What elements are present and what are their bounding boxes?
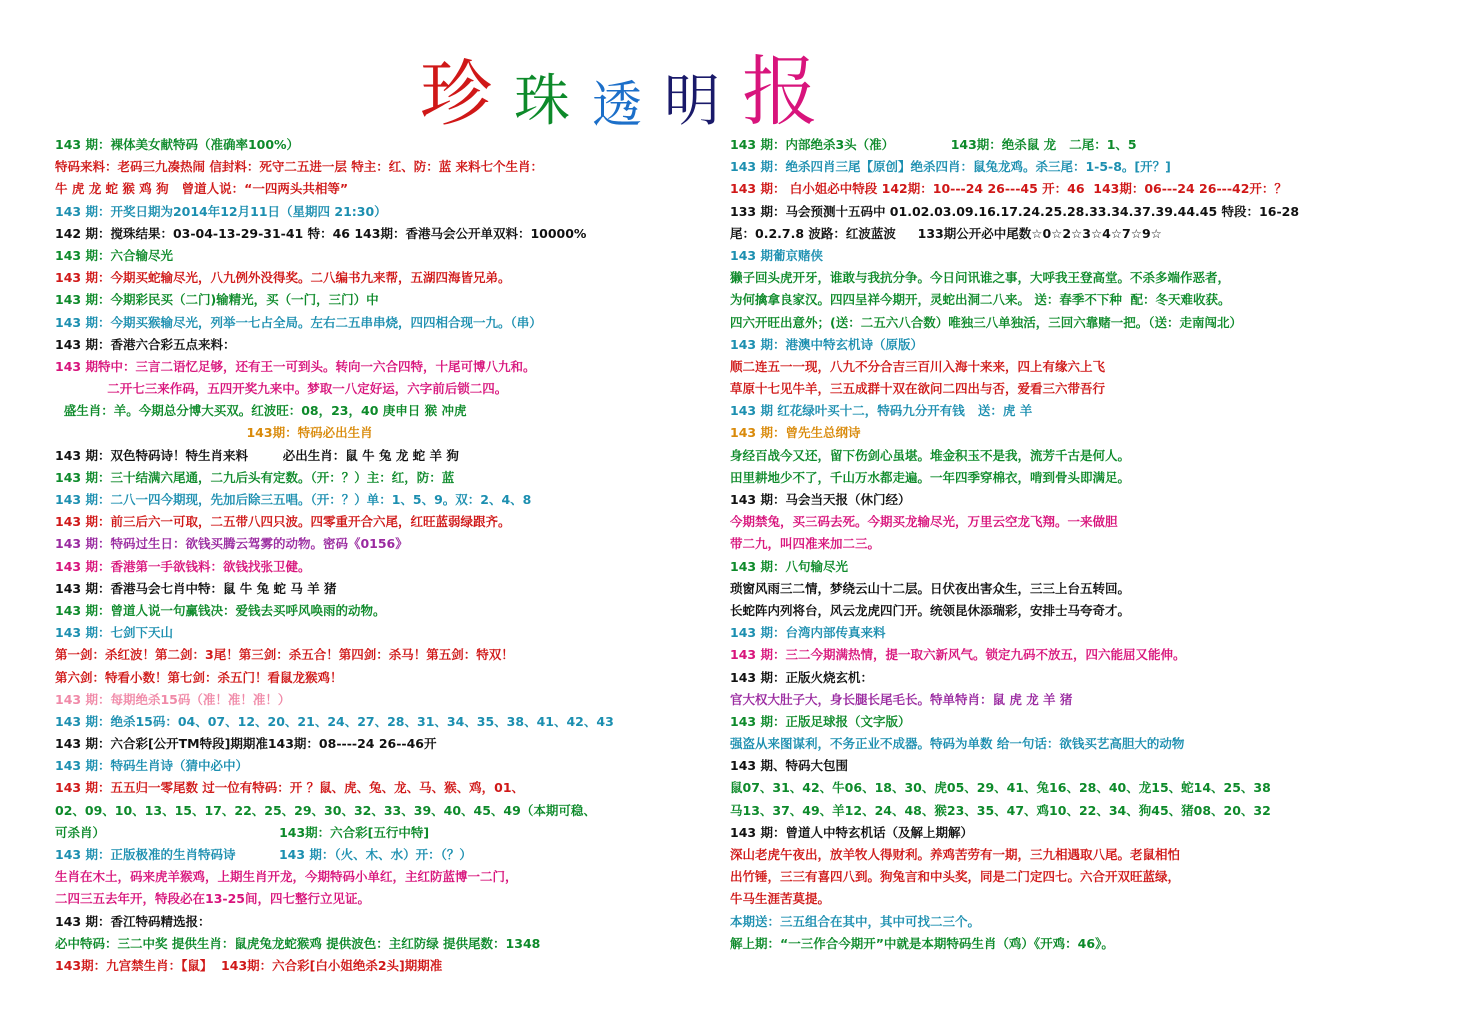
text-line: 143 期：双色特码诗！特生肖来料 必出生肖：鼠 牛 兔 龙 蛇 羊 狗 <box>55 447 459 463</box>
text-line: 二四三五去年开，特段必在13-25间，四七整行立见证。 <box>55 891 370 907</box>
text-line: 143 期：前三后六一可取，二五带八四只波。四零重开合六尾，红旺蓝弱绿跟齐。 <box>55 514 511 530</box>
text-line: 143 期：二八一四今期现，先加后除三五唱。（开：？）单：1、5、9。双：2、4、8 <box>55 492 532 507</box>
text-line: 本期送：三五组合在其中，其中可找二三个。 <box>730 913 981 929</box>
text-line: 官大权大肚子大，身长腿长尾毛长。特单特肖：鼠 虎 龙 羊 猪 <box>730 691 1073 707</box>
text-line: 143 期：内部绝杀3头（准） 143期：绝杀鼠 龙 二尾：1、5 <box>730 137 1137 152</box>
text-line: 带二九，叫四准来加二三。 <box>730 536 881 552</box>
text-line: 143 期：香港第一手欲钱料：欲钱找张卫健。 <box>55 558 311 574</box>
text-line: 长蛇阵内列将台，风云龙虎四门开。统领昆休添瑞彩，安排士马夸奇才。 <box>730 602 1131 618</box>
text-line: 尾：0.2.7.8 波路：红波蓝波 133期公开必中尾数☆0☆2☆3☆4☆7☆9☆ <box>730 225 1162 241</box>
text-line: 为何擒拿良家汉。四四呈祥今期开，灵蛇出洞二八来。 送：春季不下种 配：冬天难收获。 <box>730 292 1231 308</box>
title-char: 珍 <box>420 52 493 136</box>
text-line: 琐窗风雨三二情，梦绕云山十二层。日伏夜出害众生，三三上台五转回。 <box>730 580 1131 596</box>
text-line: 牛 虎 龙 蛇 猴 鸡 狗 曾道人说：“一四两头共相等” <box>55 181 349 197</box>
right-column <box>730 134 1440 955</box>
text-line: 143 期：曾先生总纲诗 <box>730 425 861 441</box>
text-line: 143 期：五五归一零尾数 过一位有特码：开 ？鼠、虎、兔、龙、马、猴、鸡，01、 <box>55 780 525 796</box>
text-line: 牛马生涯苦莫提。 <box>730 891 831 907</box>
text-line: 143 期葡京赌侠 <box>730 247 823 263</box>
text-line: 143 期：七剑下天山 <box>55 625 173 641</box>
text-line: 143 期：正版极准的生肖特码诗 143 期：（火、木、水）开：（？） <box>55 847 472 862</box>
text-line: 143 期：今期买蛇输尽光，八九例外没得奖。二八编书九来帮，五湖四海皆兄弟。 <box>55 270 511 286</box>
text-line: 143 期：八句输尽光 <box>730 558 848 574</box>
text-line: 四六开旺出意外；(送：二五六八合数）唯独三八单独活，三回六靠赌一把。（送：走南闯北） <box>730 314 1242 330</box>
text-line: 143期：九宫禁生肖：【鼠】 143期：六合彩[白小姐绝杀2头]期期准 <box>55 957 443 973</box>
text-line: 身经百战今又还，留下伤剑心虽堪。堆金积玉不是我，流芳千古是何人。 <box>730 447 1131 463</box>
text-line: 二开七三来作码，五四开奖九来中。梦取一八定好运，六字前后锁二四。 <box>55 381 508 397</box>
title-char: 报 <box>742 47 819 136</box>
text-line: 草原十七见牛羊，三五成群十双在欲问二四出与否，爱看三六带吾行 <box>730 381 1106 397</box>
text-line: 143 期：三十结满六尾通，二九后头有定数。（开：？）主：红，防：蓝 <box>55 469 455 485</box>
text-line: 143 期 红花绿叶买十二，特码九分开有钱 送：虎 羊 <box>730 403 1033 419</box>
text-line: 出竹锤，三三有喜四八到。狗兔言和中头奖，同是二门定四七。六合开双旺蓝绿， <box>730 869 1181 885</box>
title-char: 珠 <box>514 69 571 134</box>
title-char: 透 <box>592 76 643 134</box>
text-line: 特码来料：老码三九凑热闹 信封料：死守二五进一层 特主：红、防：蓝 来料七个生肖： <box>55 159 544 175</box>
text-line: 143 期：正版火烧玄机： <box>730 669 873 685</box>
text-line: 143 期： 白小姐必中特段 142期：10---24 26---45 开：46 143期：06---24 26---42开：？ <box>730 181 1287 197</box>
text-line: 第一剑：杀红波！第二剑：3尾！第三剑：杀五合！第四剑：杀马！第五剑：特双！ <box>55 647 514 663</box>
text-line: 必中特码：三二中奖 提供生肖：鼠虎兔龙蛇猴鸡 提供波色：主红防绿 提供尾数：1348 <box>55 935 541 951</box>
text-line: 143 期：台湾内部传真来料 <box>730 625 886 641</box>
text-line: 强盗从来图谋利，不务正业不成器。特码为单数 给一句话：欲钱买艺高胆大的动物 <box>730 736 1185 752</box>
text-line: 143 期：香江特码精选报： <box>55 913 211 929</box>
text-line: 深山老虎午夜出，放羊牧人得财利。养鸡苦劳有一期，三九相遇取八尾。老鼠相怕 <box>730 847 1181 862</box>
text-line: 143 期：绝杀15码：04、07、12、20、21、24、27、28、31、34、35、38、41、42、43 <box>55 713 614 729</box>
text-line: 143 期：每期绝杀15码（准！准！准！） <box>55 691 291 707</box>
text-line: 顺二连五一一现，八九不分合吉三百川入海十来来，四上有缘六上飞 <box>730 358 1106 374</box>
text-line: 143 期：开奖日期为2014年12月11日（星期四 21:30） <box>55 203 387 219</box>
text-line: 盛生肖：羊。今期总分博大买双。红波旺：08，23，40 庚申日 猴 冲虎 <box>55 403 467 419</box>
text-line: 143 期：香港六合彩五点来料： <box>55 336 236 352</box>
text-line: 143 期：绝杀四肖三尾【原创】绝杀四肖：鼠兔龙鸡。杀三尾：1-5-8。[开？] <box>730 159 1171 175</box>
text-line: 獭子回头虎开牙，谁敢与我抗分争。今日问讯谁之事，大呼我王登高堂。不杀多端作恶者， <box>730 270 1231 286</box>
text-line: 143期：特码必出生肖 <box>55 425 373 441</box>
text-line: 143 期特中：三言二语忆足够，还有王一可到头。转向一六合四特，十尾可博八九和。 <box>55 358 536 374</box>
text-line: 133 期：马会预测十五码中 01.02.03.09.16.17.24.25.28.33.34.37.39.44.45 特段：16-28 <box>730 203 1300 219</box>
text-line: 143 期：马会当天报（休门经） <box>730 492 911 507</box>
text-line: 143 期：六合彩[公开TM特段]期期准143期：08----24 26--46开 <box>55 736 437 752</box>
text-line: 今期禁兔，买三码去死。今期买龙输尽光，万里云空龙飞翔。一来做胆 <box>730 514 1118 530</box>
text-line: 143 期：六合输尽光 <box>55 247 173 263</box>
text-line: 143 期：今期买猴输尽光，列举一七占全局。左右二五串串烧，四四相合现一九。（串） <box>55 314 542 330</box>
text-line: 田里耕地少不了，千山万水都走遍。一年四季穿棉衣，啃到骨头即满足。 <box>730 469 1131 485</box>
text-line: 可杀肖） 143期：六合彩[五行中特] <box>55 824 430 840</box>
text-line: 143 期：香港马会七肖中特：鼠 牛 兔 蛇 马 羊 猪 <box>55 580 337 596</box>
text-line: 143 期：三二今期满热情，提一取六新风气。锁定九码不放五，四六能屈又能伸。 <box>730 647 1186 663</box>
text-line: 143 期：特码过生日：欲钱买腾云驾雾的动物。密码《0156》 <box>55 536 408 552</box>
text-line: 143 期：曾道人说一句赢钱决：爱钱去买呼风唤雨的动物。 <box>55 602 386 618</box>
text-line: 142 期：搅珠结果：03-04-13-29-31-41 特：46 143期：香港马会公开单双料：10000% <box>55 225 587 241</box>
page-title <box>420 30 840 136</box>
text-line: 143 期：曾道人中特玄机话（及解上期解） <box>730 824 973 840</box>
text-line: 143 期：港澳中特玄机诗（原版） <box>730 336 923 352</box>
text-line: 解上期：“一三作合今期开”中就是本期特码生肖（鸡）《开鸡：46》。 <box>730 935 1114 951</box>
text-line: 生肖在木土，码来虎羊猴鸡，上期生肖开龙，今期特码小单红，主红防蓝博一二门， <box>55 869 518 885</box>
text-line: 143 期：特码生肖诗（猜中必中） <box>55 758 248 774</box>
text-line: 第六剑：特看小数！第七剑：杀五门！看鼠龙猴鸡！ <box>55 669 343 685</box>
text-line: 143 期：裸体美女献特码（准确率100%） <box>55 137 300 152</box>
text-line: 143 期、特码大包围 <box>730 758 848 774</box>
text-line: 143 期：正版足球报（文字版） <box>730 713 911 729</box>
text-line: 143 期：今期彩民买（二门)输精光，买（一门，三门）中 <box>55 292 379 308</box>
title-char: 明 <box>664 69 721 134</box>
text-line: 鼠07、31、42、牛06、18、30、虎05、29、41、兔16、28、40、龙15、蛇14、25、38 <box>730 780 1271 796</box>
left-column <box>55 134 705 977</box>
text-line: 马13、37、49、羊12、24、48、猴23、35、47、鸡10、22、34、狗45、猪08、20、32 <box>730 802 1271 818</box>
text-line: 02、09、10、13、15、17、22、25、29、30、32、33、39、40、45、49（本期可稳、 <box>55 802 596 818</box>
